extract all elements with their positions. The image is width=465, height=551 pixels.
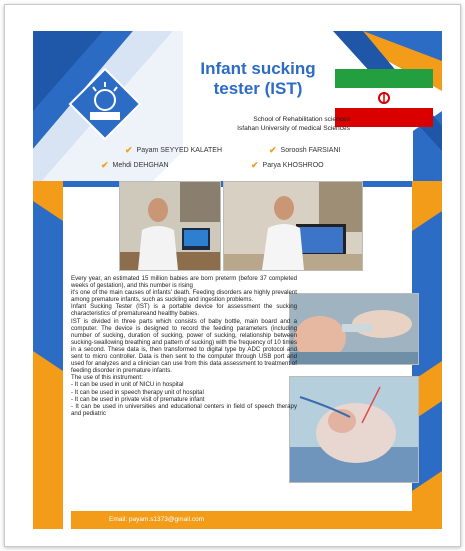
university-name: Isfahan University of medical Sciences [237, 125, 350, 132]
researcher-photo-1 [119, 181, 221, 271]
researcher-photo-2 [223, 181, 363, 271]
email-footer: Email: payam.s1373@gmail.com [71, 511, 417, 529]
author-name: Soroosh FARSIANI [280, 147, 341, 154]
poster-title [173, 59, 343, 99]
author-name: Parya KHOSHROO [262, 162, 324, 169]
title-line-1: Infant sucking [200, 59, 316, 78]
university-logo-icon [68, 67, 142, 141]
author-name: Payam SEYYED KALATEH [136, 147, 223, 154]
poster [33, 31, 442, 529]
author-item [125, 146, 222, 155]
title-line-2: tester (IST) [213, 79, 303, 98]
usage-item: - It can be used in private visit of premature infant [71, 395, 205, 403]
school-info [175, 115, 350, 133]
checkmark-icon: ✔ [251, 160, 259, 170]
checkmark-icon: ✔ [125, 145, 133, 155]
author-item [251, 161, 324, 170]
usage-heading: The use of this instrument: [71, 374, 143, 382]
body-paragraph: Every year, an estimated 15 million babies are born preterm (before 37 completed weeks of gestation), and this number is rising [71, 275, 297, 290]
usage-item: - It can be used in universities and educational centers in field of speech therapy and pediatric [71, 402, 297, 417]
checkmark-icon: ✔ [101, 160, 109, 170]
body-paragraph: it's one of the main causes of infants' death. Feeding disorders are highly prevalent among premature infants, such as suckling and ingestion problems. [71, 289, 297, 304]
author-item [101, 161, 169, 170]
usage-item: - It can be used in unit of NICU in hospital [71, 381, 184, 389]
body-paragraph: IST is divided in three parts which consists of baby bottle, main board and a computer. The device is designed to record the feeding parameters (including number of sucking, duration of sucking, power of sucking, relationship between sucking-swallowing breathing and pattern of sucking) with the frequency of 10 times in a second. These data is, then transformed to digital type by ADC protocol and sent to micro controller. Data is then sent to the computer through USB port and used for analyzes and a clinician can use from this data assessment to treatment of feeding disorder in premature infants. [71, 317, 297, 375]
author-item [269, 146, 340, 155]
school-name: School of Rehabilitation sciences [253, 116, 350, 123]
infant-feeding-photo [289, 293, 419, 365]
author-name: Mehdi DEHGHAN [112, 162, 169, 169]
usage-item: - It can be used in speech therapy unit of hospital [71, 388, 204, 396]
nicu-infant-photo [289, 376, 419, 483]
body-text [71, 275, 297, 417]
checkmark-icon: ✔ [269, 145, 277, 155]
poster-frame [4, 4, 461, 547]
body-paragraph: Infant Sucking Tester (IST) is a portable device for assessment the sucking characteristics of prematureand healthy babies. [71, 303, 297, 318]
